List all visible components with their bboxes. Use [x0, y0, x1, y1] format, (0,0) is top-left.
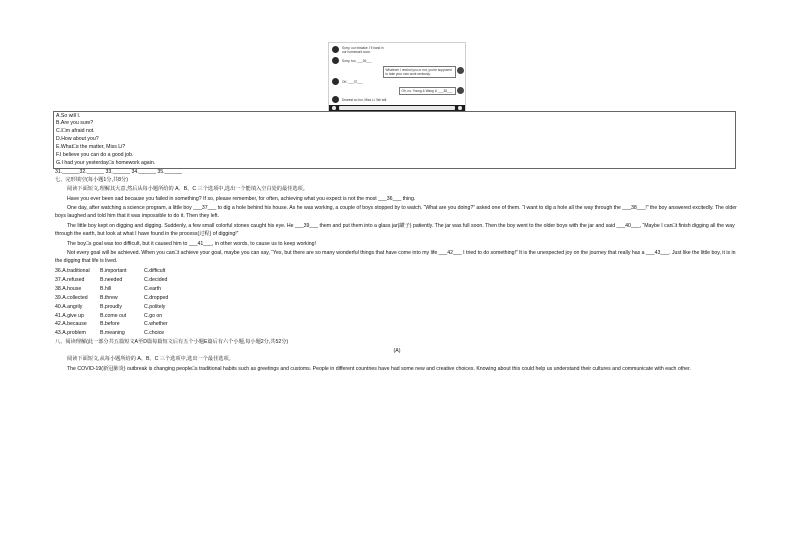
choice-option: C.earth: [144, 285, 162, 292]
choice-option: C.choice: [144, 330, 165, 337]
boy-avatar-icon: [332, 57, 339, 64]
choice-option: C.decided: [144, 276, 168, 283]
option-e: E.What□s the matter, Miss Li?: [56, 144, 126, 151]
choice-option: C.politely: [144, 303, 166, 310]
boy-avatar-icon: [332, 78, 339, 85]
passage-label: (A): [393, 348, 401, 354]
section7-heading: 七、完形填空(每小题1分,共8分): [55, 177, 128, 183]
choice-option: B.hill: [100, 285, 112, 292]
chat-message-5: [399, 87, 456, 95]
teacher-avatar-icon: [457, 87, 464, 94]
teacher-avatar-icon: [457, 67, 464, 74]
reading-paragraph-1: The COVID-19(新冠肺炎) outbreak is changing people□s traditional habits such as greetings and customs. People in different countries have had some new and creative choices. Knowing about this could help us understand their cultures and communicate with each other.: [67, 366, 691, 372]
chat-text: to take your own work seriously.: [385, 72, 431, 77]
choice-option: 43.A.problem: [55, 330, 86, 337]
option-a: A.So will I.: [56, 112, 81, 119]
choice-option: C.dropped: [144, 294, 169, 301]
option-f: F.I believe you can do a good job.: [56, 152, 134, 159]
choice-option: C.go on: [144, 312, 163, 319]
choice-option: B.needed: [100, 276, 123, 283]
cloze-paragraph-4: The boy□s goal was too difficult, but it caused him to ___41___, in other words, to cause us to keep working!: [67, 241, 317, 247]
chat-text: our homework soon.: [342, 50, 371, 55]
choice-option: C.difficult: [144, 268, 166, 274]
chat-figure: [328, 42, 466, 112]
cloze-paragraph-2: One day, after watching a science program, a little boy ___37___ to dig a hole behind his house. As he was working, a couple of boys stopped by to watch. “What are you doing?” asked one of them. “I want to dig a hole all the way through the ___38___!” the boy answered excitedly. The older boys laughed and told him that it was impossible to do it. Then they left.: [55, 205, 737, 219]
section8-heading: 八、阅读理解(此一部分共五篇短文A至D篇每篇短文后有五个小题E篇后有六个小题,每小题2分,共52分): [55, 339, 289, 345]
chat-input-field: [339, 106, 455, 109]
answer-blanks-31-35: 31.______32.______ 33.______ 34.______ 35.______: [55, 169, 182, 175]
boy-avatar-icon: [332, 46, 339, 53]
boy-avatar-icon: [332, 96, 339, 103]
choice-option: C.whether: [144, 321, 168, 328]
cloze-paragraph-5: Not every goal will be achieved. When you can□t achieve your goal, maybe you can say, “Yes, but there are so many wonderful things that have come into my life ___42___ I tried to do something!” It is the unexpected joy on the journey that really has a ___43___. Just like the little boy, it is in the digging that life is lived.: [55, 250, 736, 264]
section8-instruction: 阅读下面短文,从每小题所给的 A、B、C 三个选项中,选出一个最佳选项。: [67, 356, 234, 362]
choice-option: 42.A.because: [55, 321, 87, 328]
choice-option: 38.A.house: [55, 285, 82, 292]
choice-option: B.before: [100, 321, 120, 328]
choice-option: 37.A.refused: [55, 276, 85, 283]
choice-option: 39.A.collected: [55, 294, 88, 301]
options-box: [53, 111, 736, 169]
choice-option: 36.A.traditional: [55, 268, 90, 274]
choice-option: 41.A.give up: [55, 312, 84, 319]
cloze-paragraph-1: Have you ever been sad because you failed in something? If so, please remember, for often, achieving what you expect is not the most ___36___ thing.: [67, 196, 416, 202]
chat-message-1: [342, 46, 384, 55]
chat-message-6: Dearest so fun, Miss Li. We will.: [342, 98, 388, 102]
chat-text: Whatever I remind you or not, you're supposed: [385, 67, 452, 72]
add-icon: [458, 106, 462, 110]
voice-icon: [332, 106, 336, 110]
section7-instruction: 阅读下面短文,理解其大意,然后从每小题所给的 A、B、C 三个选项中,选出一个能填入空白处的最佳选项。: [67, 186, 308, 192]
option-c: C.I□m afraid not.: [56, 128, 95, 135]
option-g: G.I had your yesterday□s homework again.: [56, 159, 156, 166]
cloze-paragraph-3: The little boy kept on digging and digging. Suddenly, a few small colorful stones caught his eye. He ___39___ them and put them into a glass jar(罐子) patiently. The jar was full soon. Then the boy went to the older boys with the jar and said ___40___, “Maybe I can□t finish digging all the way through the earth, but look at what I have found in the process(过程) of digging!”: [55, 223, 735, 237]
option-b: B.Are you sure?: [56, 120, 94, 127]
chat-message-2: Sorry, too. ___36___: [342, 59, 372, 63]
choice-option: B.meaning: [100, 330, 125, 337]
option-d: D.How about you?: [56, 136, 99, 143]
chat-text: Oh, no. Young & Wang Li ___38___: [401, 88, 453, 93]
chat-message-4: OK. ___37___: [342, 80, 363, 84]
chat-message-3: [383, 66, 456, 78]
choice-option: 40.A.angrily: [55, 303, 83, 310]
choice-option: B.come out: [100, 312, 127, 319]
choice-option: B.threw: [100, 294, 118, 301]
choice-option: B.important: [100, 268, 127, 274]
chat-text: Sorry, our mistake. I'll hand in: [342, 45, 384, 50]
choice-option: B.proudly: [100, 303, 122, 310]
